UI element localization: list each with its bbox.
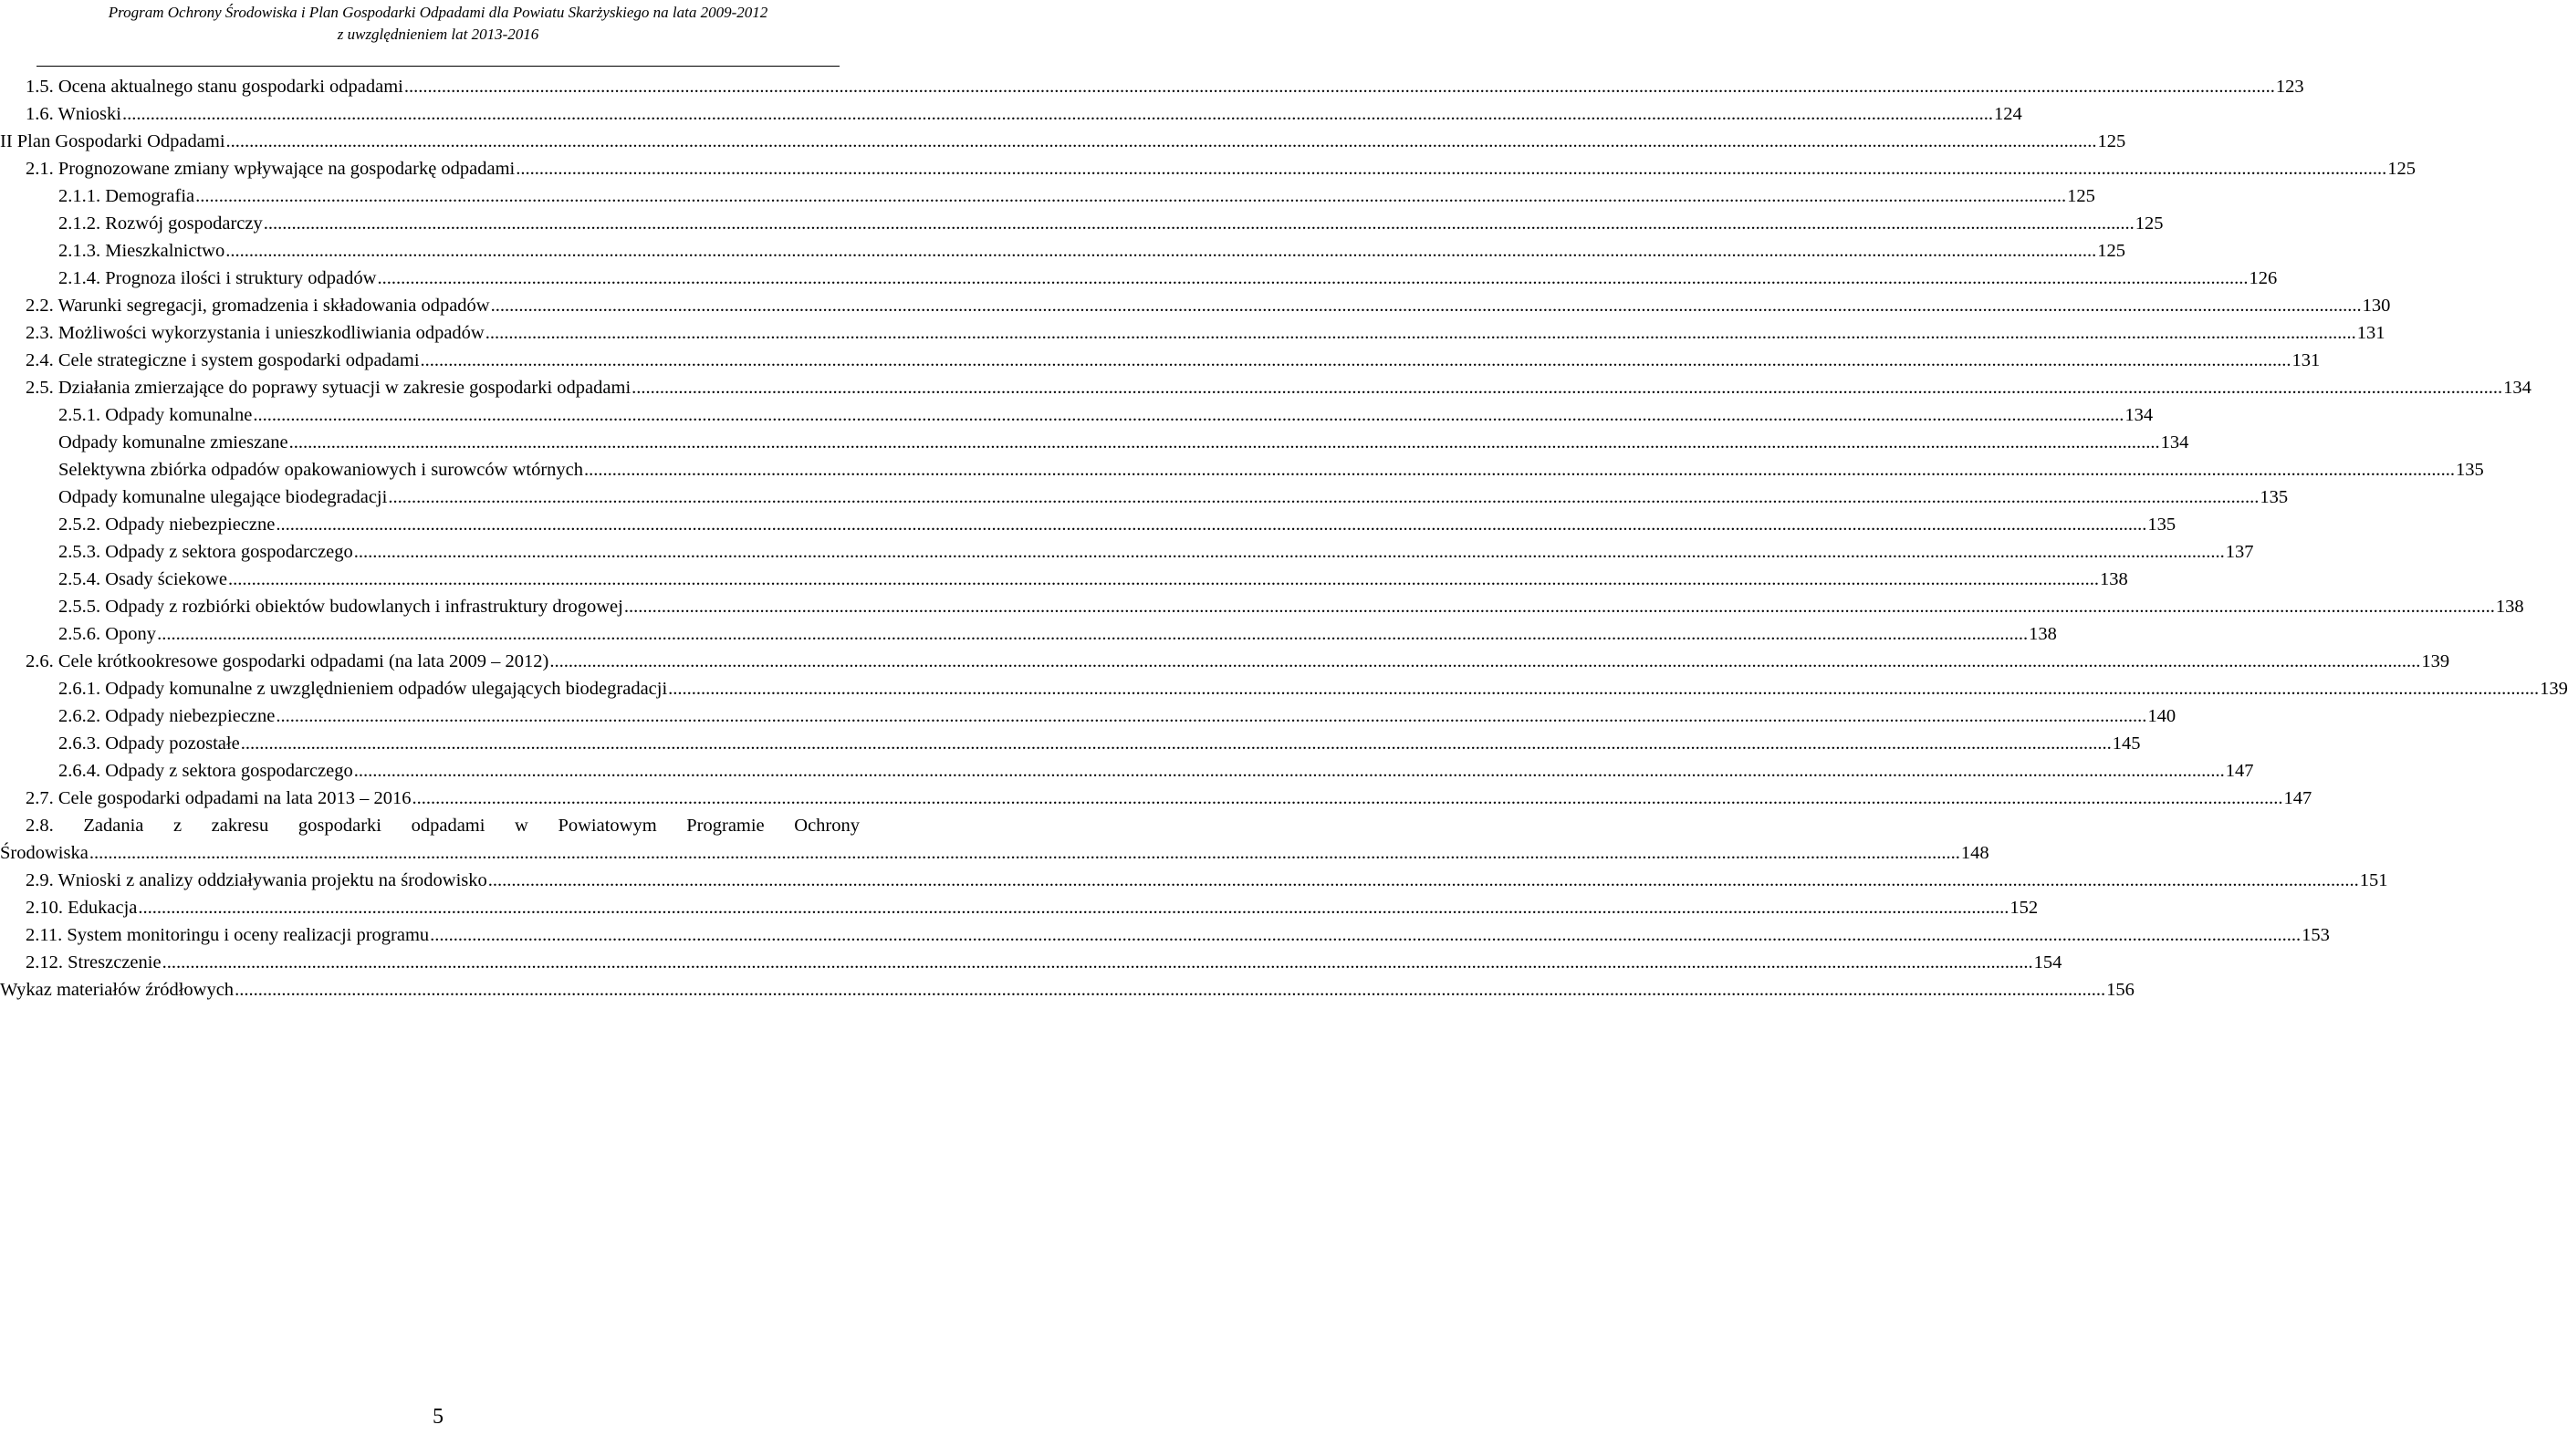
toc-entry[interactable] (26, 347, 2321, 374)
toc-entry[interactable] (58, 511, 2177, 538)
toc-dot-leader: ................................................................................................................................................................................................................................................................................................................................................................................................................ (403, 77, 2275, 97)
toc-dot-leader: ................................................................................................................................................................................................................................................................................................................................................................................................................ (485, 323, 2356, 343)
toc-entry[interactable] (26, 73, 2304, 100)
toc-entry-title: 2.11. System monitoringu i oceny realizacji programu (26, 925, 430, 945)
toc-entry[interactable] (58, 620, 2057, 648)
toc-entry-title: 2.5.3. Odpady z sektora gospodarczego (58, 542, 353, 562)
toc-entry-title: 2.6. Cele krótkookresowe gospodarki odpadami (na lata 2009 – 2012) (26, 651, 549, 671)
toc-dot-leader: ................................................................................................................................................................................................................................................................................................................................................................................................................ (623, 597, 2495, 617)
toc-entry-title: 2.5.5. Odpady z rozbiórki obiektów budowlanych i infrastruktury drogowej (58, 597, 623, 617)
toc-dot-leader: ................................................................................................................................................................................................................................................................................................................................................................................................................ (377, 268, 2249, 288)
toc-entry[interactable] (26, 648, 2450, 675)
toc-entry-page: 152 (2010, 898, 2039, 918)
toc-entry[interactable] (0, 976, 2135, 1004)
toc-entry-title: Środowiska (0, 843, 89, 863)
toc-dot-leader: ................................................................................................................................................................................................................................................................................................................................................................................................................ (288, 432, 2160, 452)
toc-entry-title: 2.6.4. Odpady z sektora gospodarczego (58, 761, 353, 781)
toc-entry-page: 134 (2160, 432, 2189, 452)
toc-entry[interactable] (26, 867, 2388, 894)
toc-entry-title: 2.6.2. Odpady niebezpieczne (58, 706, 276, 726)
toc-dot-leader: ................................................................................................................................................................................................................................................................................................................................................................................................................ (276, 706, 2147, 726)
toc-entry-page: 156 (2106, 980, 2135, 1000)
toc-dot-leader: ................................................................................................................................................................................................................................................................................................................................................................................................................ (240, 733, 2112, 754)
toc-entry-page: 137 (2225, 542, 2254, 562)
toc-entry[interactable] (26, 155, 2417, 182)
toc-entry-page: 125 (2097, 241, 2125, 261)
toc-dot-leader: ................................................................................................................................................................................................................................................................................................................................................................................................................ (584, 460, 2456, 480)
toc-entry[interactable] (58, 593, 2524, 620)
toc-entry[interactable] (58, 675, 2568, 702)
toc-dot-leader: ................................................................................................................................................................................................................................................................................................................................................................................................................ (487, 870, 2359, 890)
toc-entry-page: 145 (2112, 733, 2141, 754)
toc-entry-page: 130 (2362, 296, 2391, 316)
toc-dot-leader: ................................................................................................................................................................................................................................................................................................................................................................................................................ (430, 925, 2302, 945)
toc-entry-title: 2.5. Działania zmierzające do poprawy sytuacji w zakresie gospodarki odpadami (26, 378, 632, 398)
toc-entry-page: 147 (2225, 761, 2254, 781)
toc-entry-title: 2.6.3. Odpady pozostałe (58, 733, 240, 754)
toc-entry-title: II Plan Gospodarki Odpadami (0, 131, 225, 151)
toc-entry-page: 124 (1993, 104, 2022, 124)
toc-entry-page: 135 (2147, 515, 2177, 535)
toc-entry[interactable] (58, 757, 2254, 785)
toc-entry[interactable] (26, 319, 2385, 347)
toc-entry-page: 125 (2067, 186, 2095, 206)
toc-entry-page: 134 (2503, 378, 2531, 398)
toc-entry-page: 135 (2456, 460, 2484, 480)
toc-entry-title: 2.6.1. Odpady komunalne z uwzględnieniem odpadów ulegających biodegradacji (58, 679, 668, 699)
toc-dot-leader: ................................................................................................................................................................................................................................................................................................................................................................................................................ (157, 624, 2029, 644)
toc-entry-page: 140 (2147, 706, 2177, 726)
toc-entry[interactable] (26, 374, 2531, 401)
toc-dot-leader: ................................................................................................................................................................................................................................................................................................................................................................................................................ (420, 350, 2291, 370)
toc-dot-leader: ................................................................................................................................................................................................................................................................................................................................................................................................................ (353, 542, 2225, 562)
toc-entry-title: 2.12. Streszczenie (26, 952, 162, 972)
toc-entry-page: 138 (2495, 597, 2524, 617)
toc-entry-page: 125 (2097, 131, 2126, 151)
toc-dot-leader: ................................................................................................................................................................................................................................................................................................................................................................................................................ (668, 679, 2540, 699)
toc-dot-leader: ................................................................................................................................................................................................................................................................................................................................................................................................................ (490, 296, 2362, 316)
toc-dot-leader: ................................................................................................................................................................................................................................................................................................................................................................................................................ (632, 378, 2503, 398)
toc-entry-title: Odpady komunalne ulegające biodegradacji (58, 487, 388, 507)
header-rule (37, 66, 840, 67)
toc-entry-page: 131 (2291, 350, 2321, 370)
toc-entry-title: 1.6. Wnioski (26, 104, 121, 124)
toc-entry-title: 2.5.4. Osady ściekowe (58, 569, 228, 589)
toc-entry-page: 125 (2135, 213, 2164, 234)
toc-entry-page: 151 (2359, 870, 2388, 890)
toc-entry-title: 2.5.1. Odpady komunalne (58, 405, 253, 425)
toc-entry[interactable] (58, 456, 2484, 484)
toc-entry-page: 139 (2421, 651, 2450, 671)
toc-entry-title: 2.1. Prognozowane zmiany wpływające na gospodarkę odpadami (26, 159, 516, 179)
toc-entry-page: 148 (1960, 843, 1989, 863)
toc-entry[interactable] (58, 702, 2177, 730)
toc-entry[interactable] (26, 894, 2039, 921)
toc-entry[interactable] (26, 921, 2330, 949)
toc-entry[interactable] (58, 210, 2164, 237)
toc-dot-leader: ................................................................................................................................................................................................................................................................................................................................................................................................................ (225, 131, 2097, 151)
toc-entry-page: 154 (2033, 952, 2062, 972)
toc-entry[interactable] (26, 949, 2062, 976)
toc-dot-leader: ................................................................................................................................................................................................................................................................................................................................................................................................................ (516, 159, 2387, 179)
toc-entry-page: 147 (2283, 788, 2312, 808)
toc-entry-title: Selektywna zbiórka odpadów opakowaniowych i surowców wtórnych (58, 460, 584, 480)
toc-entry[interactable] (58, 237, 2125, 265)
toc-entry[interactable] (58, 265, 2278, 292)
toc-dot-leader: ................................................................................................................................................................................................................................................................................................................................................................................................................ (162, 952, 2033, 972)
toc-entry-page: 139 (2540, 679, 2568, 699)
toc-entry[interactable] (58, 429, 2189, 456)
toc-entry[interactable] (58, 730, 2141, 757)
toc-entry-title: 2.1.3. Mieszkalnictwo (58, 241, 225, 261)
page-number: 5 (433, 1405, 444, 1429)
toc-entry-title: 2.10. Edukacja (26, 898, 138, 918)
toc-dot-leader: ................................................................................................................................................................................................................................................................................................................................................................................................................ (549, 651, 2421, 671)
toc-entry-title: 2.4. Cele strategiczne i system gospodarki odpadami (26, 350, 420, 370)
toc-entry-page: 123 (2275, 77, 2304, 97)
toc-dot-leader: ................................................................................................................................................................................................................................................................................................................................................................................................................ (353, 761, 2225, 781)
toc-dot-leader: ................................................................................................................................................................................................................................................................................................................................................................................................................ (235, 980, 2106, 1000)
header-title-line1: Program Ochrony Środowiska i Plan Gospodarki Odpadami dla Powiatu Skarżyskiego na lata 2009-2012 (108, 4, 768, 21)
toc-entry-page: 134 (2124, 405, 2154, 425)
toc-entry-page: 125 (2387, 159, 2417, 179)
toc-entry[interactable] (26, 292, 2391, 319)
toc-entry-title: 2.5.6. Opony (58, 624, 157, 644)
toc-entry-title: 2.2. Warunki segregacji, gromadzenia i składowania odpadów (26, 296, 490, 316)
toc-entry[interactable] (58, 484, 2289, 511)
toc-entry-title: 2.7. Cele gospodarki odpadami na lata 2013 – 2016 (26, 788, 412, 808)
toc-entry[interactable] (0, 839, 1989, 867)
header-title-line2: z uwzględnieniem lat 2013-2016 (337, 26, 539, 43)
toc-entry-title: 2.1.2. Rozwój gospodarczy (58, 213, 263, 234)
toc-entry-page: 138 (2029, 624, 2057, 644)
toc-entry[interactable] (0, 128, 2126, 155)
toc-entry[interactable] (26, 785, 2312, 812)
toc-entry-title: 2.8. Zadania z zakresu gospodarki odpadami w Powiatowym Programie Ochrony (26, 816, 860, 836)
toc-entry-page: 126 (2249, 268, 2278, 288)
toc-entry-title: Odpady komunalne zmieszane (58, 432, 288, 452)
toc-dot-leader: ................................................................................................................................................................................................................................................................................................................................................................................................................ (225, 241, 2097, 261)
toc-entry[interactable] (26, 812, 860, 839)
toc-entry-page: 153 (2302, 925, 2330, 945)
toc-dot-leader: ................................................................................................................................................................................................................................................................................................................................................................................................................ (89, 843, 1960, 863)
toc-entry[interactable] (58, 538, 2254, 566)
toc-dot-leader: ................................................................................................................................................................................................................................................................................................................................................................................................................ (121, 104, 1993, 124)
toc-dot-leader: ................................................................................................................................................................................................................................................................................................................................................................................................................ (412, 788, 2283, 808)
toc-dot-leader: ................................................................................................................................................................................................................................................................................................................................................................................................................ (276, 515, 2147, 535)
toc-entry[interactable] (58, 182, 2095, 210)
toc-dot-leader: ................................................................................................................................................................................................................................................................................................................................................................................................................ (228, 569, 2100, 589)
toc-entry[interactable] (58, 401, 2154, 429)
toc-entry[interactable] (26, 100, 2022, 128)
toc-entry-page: 131 (2356, 323, 2385, 343)
toc-entry-title: Wykaz materiałów źródłowych (0, 980, 235, 1000)
toc-entry-title: 2.3. Możliwości wykorzystania i unieszkodliwiania odpadów (26, 323, 485, 343)
toc-dot-leader: ................................................................................................................................................................................................................................................................................................................................................................................................................ (253, 405, 2124, 425)
toc-entry-title: 2.1.1. Demografia (58, 186, 195, 206)
toc-entry-title: 2.5.2. Odpady niebezpieczne (58, 515, 276, 535)
toc-dot-leader: ................................................................................................................................................................................................................................................................................................................................................................................................................ (138, 898, 2010, 918)
toc-entry[interactable] (58, 566, 2128, 593)
toc-entry-title: 1.5. Ocena aktualnego stanu gospodarki odpadami (26, 77, 403, 97)
running-header (0, 2, 876, 46)
toc-dot-leader: ................................................................................................................................................................................................................................................................................................................................................................................................................ (388, 487, 2260, 507)
toc-entry-title: 2.9. Wnioski z analizy oddziaływania projektu na środowisko (26, 870, 487, 890)
toc-dot-leader: ................................................................................................................................................................................................................................................................................................................................................................................................................ (195, 186, 2067, 206)
toc-entry-page: 135 (2260, 487, 2289, 507)
toc-entry-page: 138 (2100, 569, 2128, 589)
toc-entry-title: 2.1.4. Prognoza ilości i struktury odpadów (58, 268, 377, 288)
toc-dot-leader: ................................................................................................................................................................................................................................................................................................................................................................................................................ (263, 213, 2135, 234)
